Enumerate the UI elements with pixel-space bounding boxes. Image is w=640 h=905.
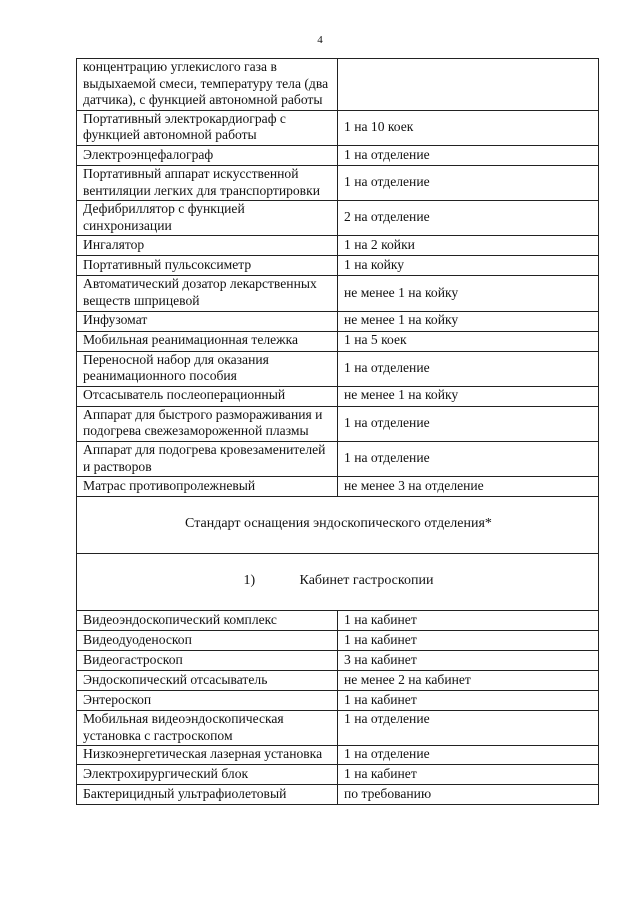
table-row xyxy=(77,201,599,236)
qty-cell: 1 на отделение xyxy=(338,746,599,765)
qty-cell: 2 на отделение xyxy=(338,201,599,236)
qty-cell: не менее 3 на отделение xyxy=(338,477,599,497)
page-number: 4 xyxy=(317,34,323,46)
section-row xyxy=(77,497,599,554)
qty-cell: 1 на кабинет xyxy=(338,691,599,711)
subsection-title: Кабинет гастроскопии xyxy=(299,573,434,589)
qty-cell: 1 на 2 койки xyxy=(338,236,599,256)
item-cell: Ингалятор xyxy=(77,236,338,256)
table-row xyxy=(77,711,599,746)
qty-cell xyxy=(338,59,599,111)
item-cell: концентрацию углекислого газа в выдыхаемой смеси, температуру тела (два датчика), с функцией автономной работы xyxy=(77,59,338,111)
item-cell: Аппарат для быстрого размораживания и подогрева свежезамороженной плазмы xyxy=(77,406,338,441)
subsection-heading xyxy=(77,554,599,611)
table-row xyxy=(77,631,599,651)
item-cell: Энтероскоп xyxy=(77,691,338,711)
item-cell: Автоматический дозатор лекарственных веществ шприцевой xyxy=(77,276,338,311)
table-row xyxy=(77,351,599,386)
item-cell: Эндоскопический отсасыватель xyxy=(77,671,338,691)
table-row xyxy=(77,145,599,165)
table-row xyxy=(77,441,599,476)
item-cell: Видеоэндоскопический комплекс xyxy=(77,611,338,631)
item-cell: Видеогастроскоп xyxy=(77,651,338,671)
item-cell: Бактерицидный ультрафиолетовый xyxy=(77,784,338,804)
item-cell: Электрохирургический блок xyxy=(77,764,338,784)
table-row xyxy=(77,406,599,441)
table-row xyxy=(77,331,599,351)
table-row xyxy=(77,764,599,784)
table-row xyxy=(77,311,599,331)
table-row xyxy=(77,276,599,311)
item-cell: Видеодуоденоскоп xyxy=(77,631,338,651)
qty-cell: 1 на отделение xyxy=(338,145,599,165)
item-cell: Низкоэнергетическая лазерная установка xyxy=(77,746,338,765)
item-cell: Электроэнцефалограф xyxy=(77,145,338,165)
table-row xyxy=(77,477,599,497)
subsection-row xyxy=(77,554,599,611)
qty-cell: 1 на 5 коек xyxy=(338,331,599,351)
item-cell: Мобильная видеоэндоскопическая установка с гастроскопом xyxy=(77,711,338,746)
item-cell: Аппарат для подогрева кровезаменителей и растворов xyxy=(77,441,338,476)
subsection-number: 1) xyxy=(243,573,256,589)
table-row xyxy=(77,746,599,765)
qty-cell: не менее 1 на койку xyxy=(338,276,599,311)
qty-cell: не менее 1 на койку xyxy=(338,386,599,406)
qty-cell: по требованию xyxy=(338,784,599,804)
section-title: Стандарт оснащения эндоскопического отделения* xyxy=(77,497,599,554)
table-row xyxy=(77,691,599,711)
item-cell: Дефибриллятор с функцией синхронизации xyxy=(77,201,338,236)
qty-cell: 1 на отделение xyxy=(338,165,599,200)
item-cell: Матрас противопролежневый xyxy=(77,477,338,497)
qty-cell: 1 на кабинет xyxy=(338,611,599,631)
qty-cell: 1 на койку xyxy=(338,256,599,276)
qty-cell: 1 на 10 коек xyxy=(338,110,599,145)
item-cell: Отсасыватель послеоперационный xyxy=(77,386,338,406)
qty-cell: 1 на отделение xyxy=(338,351,599,386)
table-row xyxy=(77,386,599,406)
qty-cell: 1 на отделение xyxy=(338,711,599,746)
item-cell: Портативный пульсоксиметр xyxy=(77,256,338,276)
qty-cell: 1 на кабинет xyxy=(338,764,599,784)
table-row xyxy=(77,236,599,256)
equipment-table xyxy=(76,58,599,805)
qty-cell: 1 на отделение xyxy=(338,441,599,476)
item-cell: Мобильная реанимационная тележка xyxy=(77,331,338,351)
item-cell: Портативный электрокардиограф с функцией автономной работы xyxy=(77,110,338,145)
table-row xyxy=(77,651,599,671)
item-cell: Переносной набор для оказания реанимационного пособия xyxy=(77,351,338,386)
table-row xyxy=(77,110,599,145)
qty-cell: не менее 1 на койку xyxy=(338,311,599,331)
table-row xyxy=(77,256,599,276)
qty-cell: не менее 2 на кабинет xyxy=(338,671,599,691)
table-row xyxy=(77,671,599,691)
qty-cell: 1 на кабинет xyxy=(338,631,599,651)
table-row xyxy=(77,611,599,631)
table-row xyxy=(77,784,599,804)
table-row xyxy=(77,59,599,111)
item-cell: Инфузомат xyxy=(77,311,338,331)
table-row xyxy=(77,165,599,200)
qty-cell: 3 на кабинет xyxy=(338,651,599,671)
item-cell: Портативный аппарат искусственной вентиляции легких для транспортировки xyxy=(77,165,338,200)
qty-cell: 1 на отделение xyxy=(338,406,599,441)
